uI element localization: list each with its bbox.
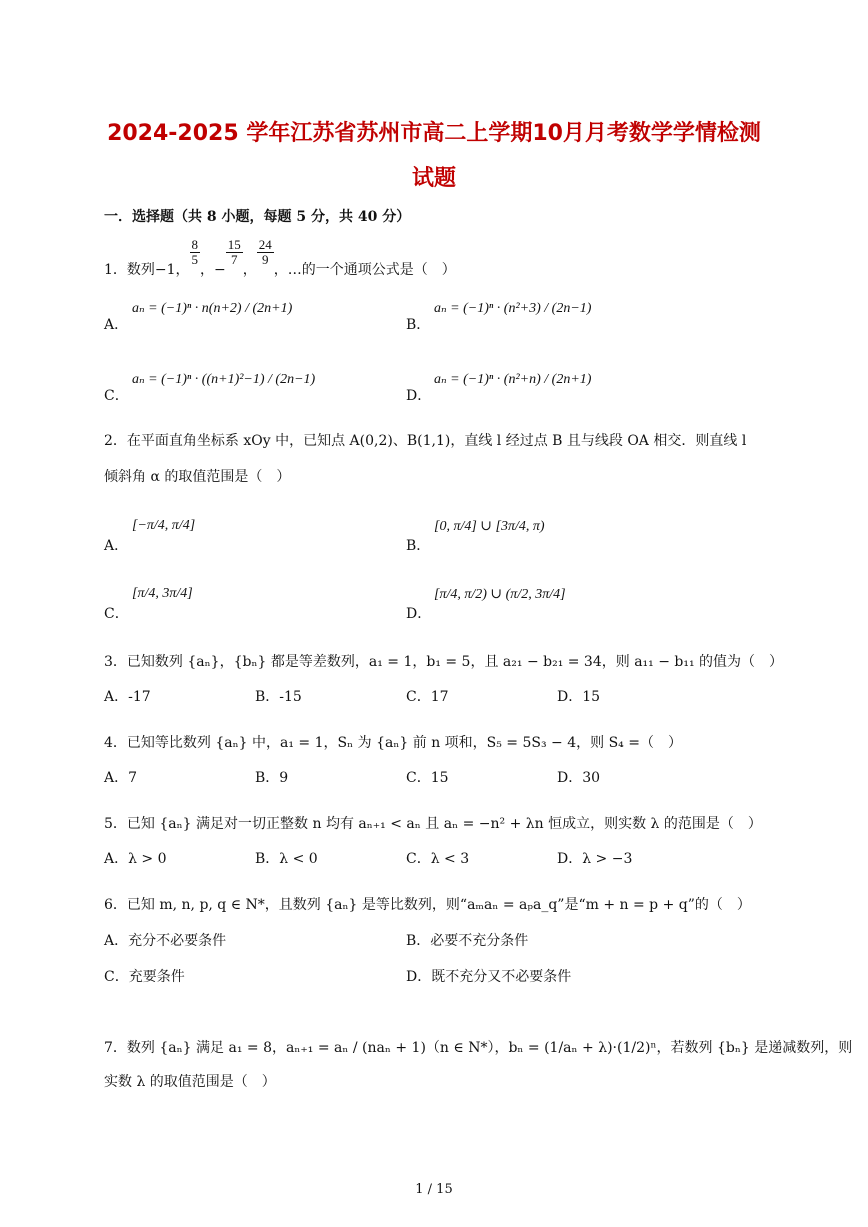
document-title-line2: 试题 <box>411 166 456 191</box>
q5-option-c: C．λ < 3 <box>406 851 470 867</box>
q1-option-c-label: C． <box>104 388 129 404</box>
section-heading: 一．选择题（共 8 小题，每题 5 分，共 40 分） <box>104 209 411 225</box>
q1-fraction-3: $\frac{24}{9}$ <box>258 237 272 267</box>
q4-option-a: A．7 <box>104 770 138 786</box>
q3-option-a: A．-17 <box>104 689 151 705</box>
q2-option-c-expr: [π/4, 3π/4] <box>132 586 193 601</box>
q1-option-d-label: D． <box>406 388 432 404</box>
question-7-line2: 实数 λ 的取值范围是（ ） <box>104 1074 276 1090</box>
q3-option-c: C．17 <box>406 689 449 705</box>
question-1-stem: 1．数列−1， $\frac{8}{5}$ ，− $\frac{15}{7}$ ， $\frac{24}{9}$ ，…的一个通项公式是（ ） <box>104 237 456 279</box>
question-4-stem: 4．已知等比数列 {aₙ} 中，a₁ = 1，Sₙ 为 {aₙ} 前 n 项和，S₅ = 5S₃ − 4，则 S₄ =（ ） <box>104 735 682 751</box>
q2-option-a-expr: [−π/4, π/4] <box>132 518 196 533</box>
q2-option-c-label: C． <box>104 606 129 622</box>
q1-option-d-expr: aₙ = (−1)ⁿ · (n²+n) / (2n+1) <box>434 372 592 387</box>
q3-option-b: B．-15 <box>255 689 302 705</box>
q1-option-b-expr: aₙ = (−1)ⁿ · (n²+3) / (2n−1) <box>434 301 592 316</box>
q2-option-b-expr: [0, π/4] ∪ [3π/4, π) <box>434 519 545 534</box>
q1-option-a-expr: aₙ = (−1)ⁿ · n(n+2) / (2n+1) <box>132 301 293 316</box>
question-6-stem: 6．已知 m, n, p, q ∈ N*，且数列 {aₙ} 是等比数列，则“aₘaₙ = aₚa_q”是“m + n = p + q”的（ ） <box>104 897 751 913</box>
q5-option-a: A．λ > 0 <box>104 851 167 867</box>
q3-option-d: D．15 <box>557 689 601 705</box>
q4-option-d: D．30 <box>557 770 601 786</box>
q1-fraction-2: $\frac{15}{7}$ <box>227 237 241 267</box>
q1-fraction-1: $\frac{8}{5}$ <box>191 237 199 267</box>
question-3-stem: 3．已知数列 {aₙ}，{bₙ} 都是等差数列，a₁ = 1，b₁ = 5，且 a₂₁ − b₂₁ = 34，则 a₁₁ − b₁₁ 的值为（ ） <box>104 654 784 670</box>
q6-option-a: A．充分不必要条件 <box>104 933 227 949</box>
q2-option-b-label: B． <box>406 538 431 554</box>
q4-option-c: C．15 <box>406 770 449 786</box>
q6-option-b: B．必要不充分条件 <box>406 933 529 949</box>
q1-option-a-label: A． <box>104 317 129 333</box>
q2-option-d-label: D． <box>406 606 432 622</box>
page-number: 1 / 15 <box>415 1182 453 1197</box>
q1-suffix: ，…的一个通项公式是（ ） <box>273 262 456 279</box>
q6-option-c: C．充要条件 <box>104 969 185 985</box>
q1-prefix: 1．数列−1， <box>104 262 190 279</box>
document-title-line1: 2024-2025 学年江苏省苏州市高二上学期10月月考数学学情检测 <box>107 121 761 146</box>
q5-option-b: B．λ < 0 <box>255 851 318 867</box>
q5-option-d: D．λ > −3 <box>557 851 633 867</box>
question-7-line1: 7．数列 {aₙ} 满足 a₁ = 8，aₙ₊₁ = aₙ / (naₙ + 1)（n ∈ N*），bₙ = (1/aₙ + λ)·(1/2)ⁿ，若数列 {bₙ} 是递减数列，则 <box>104 1040 853 1056</box>
q2-option-a-label: A． <box>104 538 129 554</box>
question-5-stem: 5．已知 {aₙ} 满足对一切正整数 n 均有 aₙ₊₁ < aₙ 且 aₙ = −n² + λn 恒成立，则实数 λ 的范围是（ ） <box>104 816 762 832</box>
question-2-line1: 2．在平面直角坐标系 xOy 中，已知点 A(0,2)、B(1,1)，直线 l 经过点 B 且与线段 OA 相交．则直线 l <box>104 433 747 449</box>
q1-option-c-expr: aₙ = (−1)ⁿ · ((n+1)²−1) / (2n−1) <box>132 372 316 387</box>
q6-option-d: D．既不充分又不必要条件 <box>406 969 572 985</box>
q2-option-d-expr: [π/4, π/2) ∪ (π/2, 3π/4] <box>434 587 566 602</box>
q4-option-b: B．9 <box>255 770 289 786</box>
q1-option-b-label: B． <box>406 317 431 333</box>
question-2-line2: 倾斜角 α 的取值范围是（ ） <box>104 469 291 485</box>
